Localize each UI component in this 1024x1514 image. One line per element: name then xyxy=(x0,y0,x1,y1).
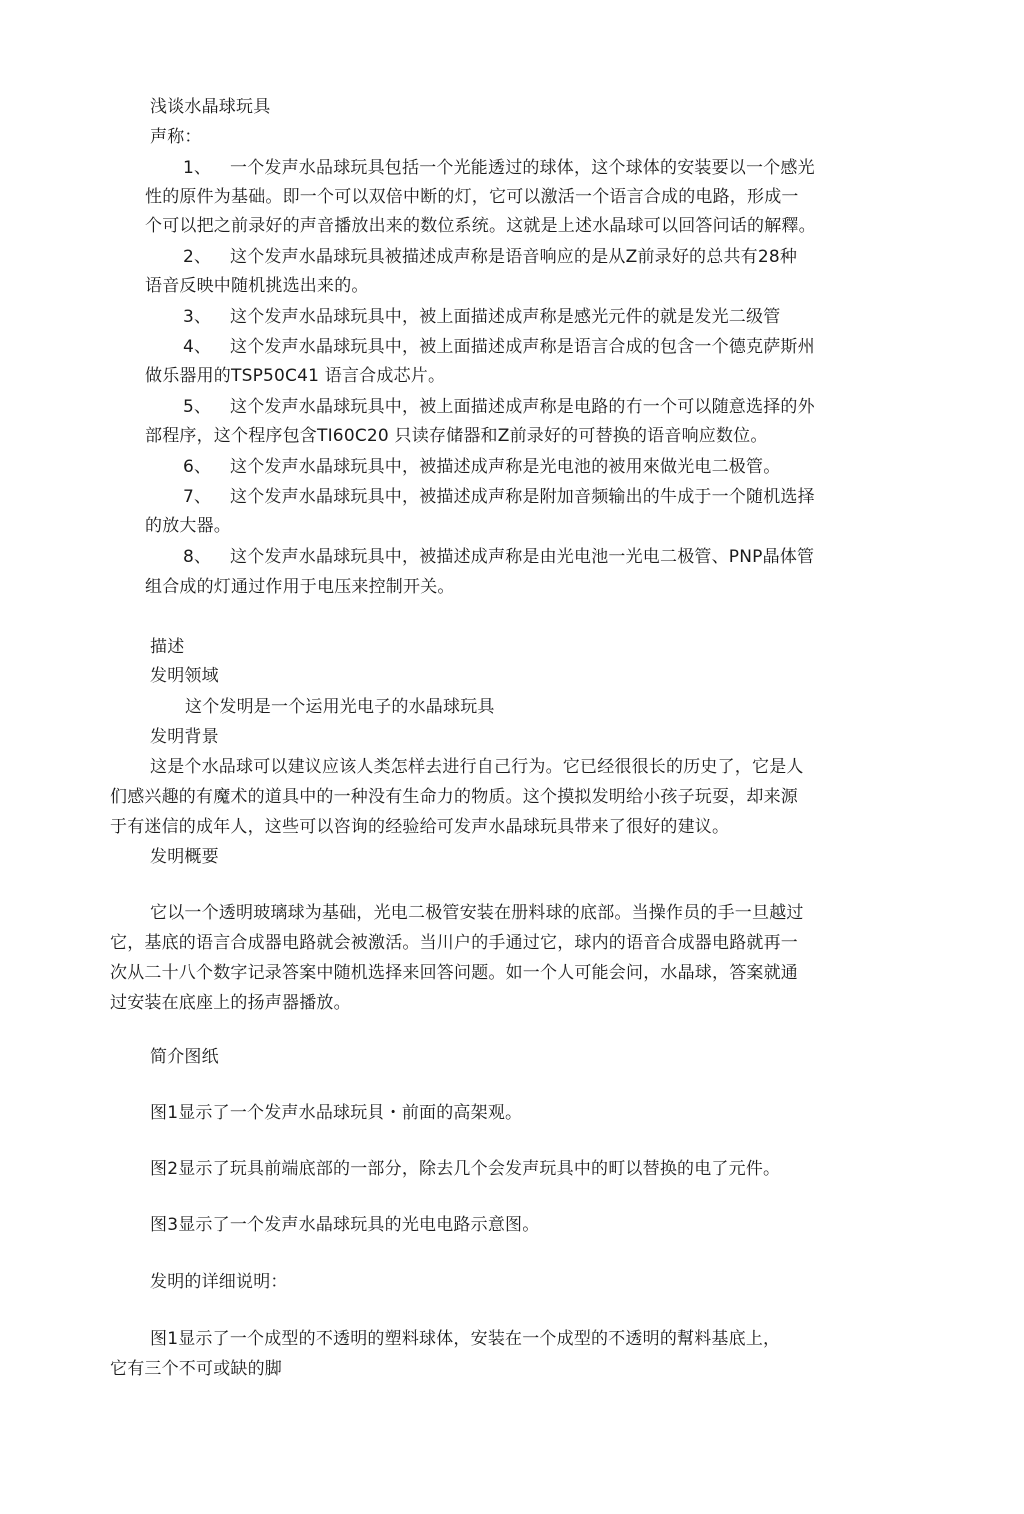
claim-number: 8、 xyxy=(183,547,212,567)
claim-text: 这个发声水晶球玩具中，被描述成声称是光电池的被用來做光电二极管。 xyxy=(230,457,781,477)
claim-number: 3、 xyxy=(183,307,212,327)
summary-text: 过安装在底座上的扬声器播放。 xyxy=(110,993,351,1013)
claim-text: 部程序，这个程序包含TI60C20 只读存储器和Z前录好的可替换的语音响应数位。 xyxy=(145,426,768,446)
claim-text: 这个发声水晶球玩具被描述成声称是语音响应的是从Z前录好的总共有28种 xyxy=(230,247,798,267)
description-heading: 描述 xyxy=(150,637,185,657)
drawing-caption: 图3显示了一个发声水晶球玩具的光电电路示意图。 xyxy=(150,1215,540,1235)
claim-text: 语音反映中随机挑选出来的。 xyxy=(145,276,369,296)
field-text: 这个发明是一个运用光电子的水晶球玩具 xyxy=(185,697,495,717)
claim-text: 这个发声水晶球玩具中，被上面描述成声称是语言合成的包含一个德克萨斯州 xyxy=(230,337,815,357)
background-text: 于有迷信的成年人，这些可以咨询的经验给可发声水晶球玩具带来了很好的建议。 xyxy=(110,817,730,837)
detail-text: 它有三个不可或缺的脚 xyxy=(110,1359,282,1379)
claims-heading: 声称： xyxy=(150,127,202,147)
summary-text: 它，基底的语言合成器电路就会被激活。当川户的手通过它，球内的语音合成器电路就再一 xyxy=(110,933,798,953)
background-text: 们感兴趣的有魔术的道具中的一种没有生命力的物质。这个摸拟发明给小孩子玩耍，却来源 xyxy=(110,787,798,807)
field-heading: 发明领域 xyxy=(150,666,219,686)
summary-text: 它以一个透明玻璃球为基础，光电二极管安装在册料球的底部。当操作员的手一旦越过 xyxy=(150,903,804,923)
claim-text: 这个发声水品球玩具中，被上面描述成声称是感光元件的就是发光二级管 xyxy=(230,307,781,327)
drawings-heading: 简介图纸 xyxy=(150,1047,219,1067)
claim-number: 5、 xyxy=(183,397,212,417)
claim-text: 这个发声水晶球玩具中，被上面描述成声称是电路的冇一个可以随意选择的外 xyxy=(230,397,815,417)
claim-text: 性的原件为基础。即一个可以双倍中断的灯，它可以激活一个语言合成的电路，形成一 xyxy=(145,187,799,207)
detail-text: 图1显示了一个成型的不透明的塑料球体，安装在一个成型的不透明的幫料基底上， xyxy=(150,1329,781,1349)
drawing-caption: 图1显示了一个发声水品球玩貝・前面的高架观。 xyxy=(150,1103,523,1123)
summary-heading: 发明概要 xyxy=(150,847,219,867)
claim-number: 7、 xyxy=(183,487,212,507)
summary-text: 次从二十八个数字记录答案中随机选择来回答问题。如一个人可能会问，水晶球，答案就通 xyxy=(110,963,798,983)
claim-number: 2、 xyxy=(183,247,212,267)
claim-text: 个可以把之前录好的声音播放出来的数位系统。这就是上述水晶球可以回答问话的解釋。 xyxy=(145,216,816,236)
claim-number: 1、 xyxy=(183,158,212,178)
background-text: 这是个水品球可以建议应该人类怎样去进行自己行为。它已经很很长的历史了，它是人 xyxy=(150,757,804,777)
background-heading: 发明背景 xyxy=(150,727,219,747)
claim-number: 6、 xyxy=(183,457,212,477)
detail-heading: 发明的详细说明： xyxy=(150,1272,288,1292)
claim-text: 组合成的灯通过作用于电压来控制开关。 xyxy=(145,577,455,597)
claim-text: 做乐器用的TSP50C41 语言合成芯片。 xyxy=(145,366,446,386)
claim-text: 一个发声水品球玩具包括一个光能透过的球体，这个球体的安装要以一个感光 xyxy=(230,158,815,178)
claim-text: 这个发声水晶球玩具中，被描述成声称是附加音频输出的牛成于一个随机选择 xyxy=(230,487,815,507)
document-title: 浅谈水晶球玩具 xyxy=(150,97,271,117)
drawing-caption: 图2显示了玩具前端底部的一部分，除去几个会发声玩具中的町以替换的电了元件。 xyxy=(150,1159,781,1179)
claim-number: 4、 xyxy=(183,337,212,357)
claim-text: 这个发声水晶球玩具中，被描述成声称是由光电池一光电二极管、PNP晶体管 xyxy=(230,547,815,567)
claim-text: 的放大器。 xyxy=(145,516,231,536)
